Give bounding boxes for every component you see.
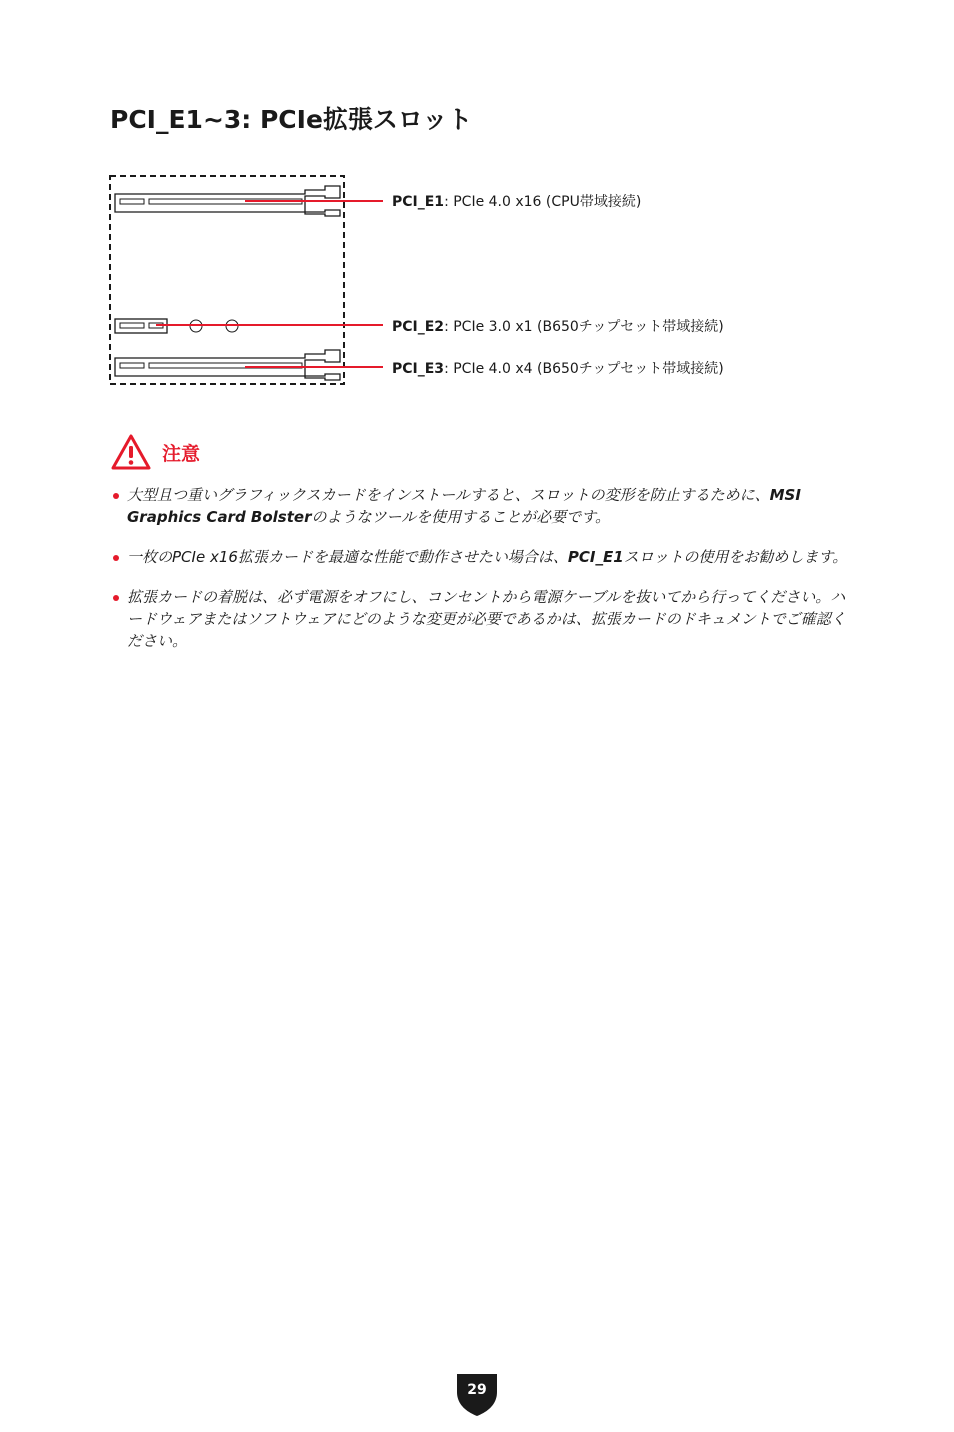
caution-text: 一枚のPCIe x16拡張カードを最適な性能で動作させたい場合は、 <box>127 548 568 566</box>
pci-e3-label <box>392 358 724 378</box>
page-title: PCI_E1~3: PCIe拡張スロット <box>110 105 473 134</box>
caution-title: 注意 <box>162 442 201 465</box>
pci-e3-name: PCI_E3 <box>392 361 445 377</box>
caution-header <box>110 433 200 471</box>
caution-text: スロットの使用をお勧めします。 <box>623 548 848 566</box>
caution-text: 大型且つ重いグラフィックスカードをインストールすると、スロットの変形を防止するために、 <box>127 486 770 504</box>
caution-text: のようなツールを使用することが必要です。 <box>311 508 610 526</box>
page-number: 29 <box>467 1382 487 1398</box>
pci-e2-label <box>392 316 724 336</box>
pci-e3-slot-shape <box>115 350 340 380</box>
pci-e2-sep: : <box>444 319 454 335</box>
caution-item <box>110 586 850 652</box>
pci-e1-name: PCI_E1 <box>392 194 445 210</box>
caution-item <box>110 484 850 528</box>
pcie-slot-diagram <box>100 170 390 390</box>
warning-triangle-icon <box>110 433 152 471</box>
pci-e2-desc: PCIe 3.0 x1 (B650チップセット帯域接続) <box>453 319 724 335</box>
caution-item <box>110 546 850 568</box>
caution-bold-text: MSI Graphics Card Bolster <box>127 486 801 526</box>
pci-e1-desc: PCIe 4.0 x16 (CPU帯域接続) <box>453 194 642 210</box>
caution-bold-text: PCI_E1 <box>567 548 624 566</box>
caution-list <box>110 484 850 670</box>
pci-e1-sep: : <box>444 194 454 210</box>
pci-e2-name: PCI_E2 <box>392 319 445 335</box>
caution-text: 拡張カードの着脱は、必ず電源をオフにし、コンセントから電源ケーブルを抜いてから行ってください。ハードウェアまたはソフトウェアにどのような変更が必要であるかは、拡張カードのドキュメントでご確認ください。 <box>127 588 846 650</box>
pci-e1-label <box>392 191 641 211</box>
pci-e3-sep: : <box>444 361 454 377</box>
pci-e3-desc: PCIe 4.0 x4 (B650チップセット帯域接続) <box>453 361 724 377</box>
